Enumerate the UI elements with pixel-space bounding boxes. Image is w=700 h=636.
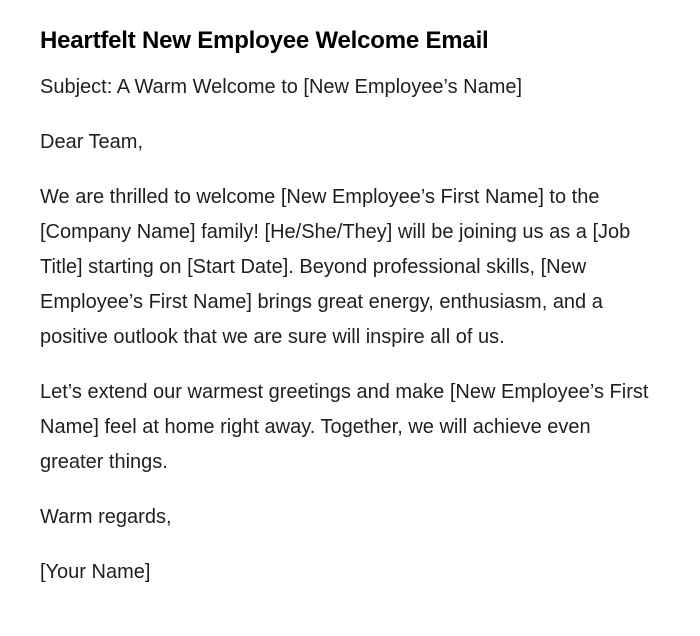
email-signature: [Your Name] — [40, 561, 151, 583]
email-greeting: Dear Team, — [40, 131, 144, 153]
page-title: Heartfelt New Employee Welcome Email — [40, 27, 489, 54]
email-closing: Warm regards, — [40, 506, 172, 528]
email-template-document — [40, 24, 650, 590]
email-subject-line: Subject: A Warm Welcome to [New Employee’s Name] — [40, 76, 523, 98]
email-body-paragraph-2: Let’s extend our warmest greetings and make [New Employee’s First Name] feel at home right away. Together, we will achieve even greater things. — [40, 381, 649, 473]
email-body-paragraph-1: We are thrilled to welcome [New Employee’s First Name] to the [Company Name] family! [He/She/They] will be joining us as a [Job Title] starting on [Start Date]. Beyond professional skills, [New Employee’s First Name] brings great energy, enthusiasm, and a positive outlook that we are sure will inspire all of us. — [40, 186, 631, 348]
